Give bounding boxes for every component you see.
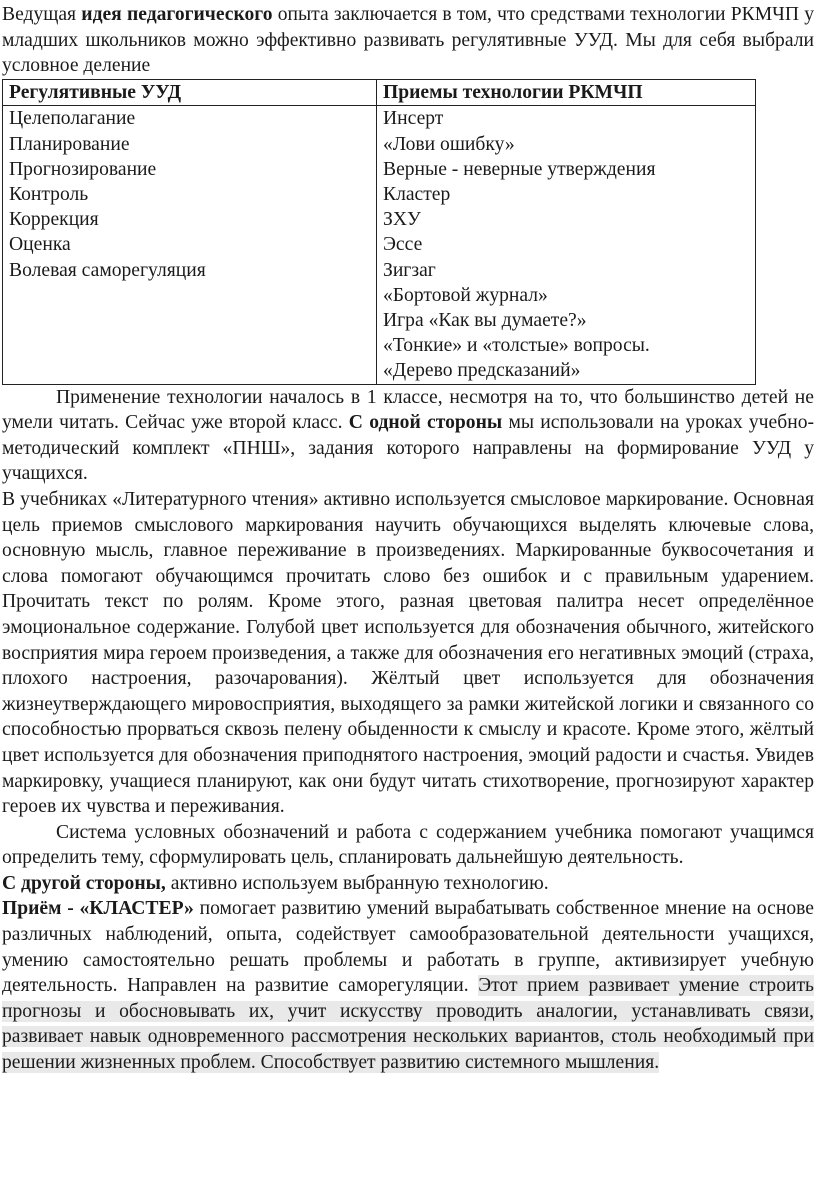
- list-item: «Лови ошибку»: [383, 133, 515, 155]
- list-item: Волевая саморегуляция: [9, 259, 206, 281]
- intro-bold: идея педагогического: [81, 4, 273, 25]
- cluster-highlight: Этот прием развивает умение строить прогнозы и обосновывать их, учит искусству проводить аналогии, устанавливать связи, развивает навык одновременного рассмотрения нескольких вариантов, столь необходимый при решении жизненных проблем. Способствует развитию системного мышления.: [2, 975, 814, 1074]
- list-item: Инсерт: [383, 108, 444, 130]
- list-item: Зигзаг: [383, 259, 436, 281]
- intro-start: Ведущая: [2, 4, 77, 25]
- uud-list: [3, 106, 377, 384]
- paragraph-marking: В учебниках «Литературного чтения» активно используется смысловое маркирование. Основная цель приемов смыслового маркирования научить обучающихся выделять ключевые слова, основную мысль, главное переживание в произведениях. Маркированные буквосочетания и слова помогают обучающимся прочитать слово без ошибок и с правильным ударением. Прочитать текст по ролям. Кроме этого, разная цветовая палитра несет определённое эмоциональное содержание. Голубой цвет используется для обозначения обычного, житейского восприятия мира героем произведения, а также для обозначения его негативных эмоций (страха, плохого настроения, разочарования). Жёлтый цвет используется для обозначения жизнеутверждающего мировосприятия, выходящего за рамки житейской логики и связанного со способностью прорваться сквозь пелену обыденности к смыслу и красоте. Кроме этого, жёлтый цвет используется для обозначения приподнятого настроения, эмоций радости и счастья. Увидев маркировку, учащиеся планируют, как они будут читать стихотворение, прогнозируют характер героев их чувства и переживания.: [2, 488, 814, 818]
- uud-table: [2, 79, 756, 385]
- cluster-heading: Приём - «КЛАСТЕР»: [2, 898, 194, 920]
- table-header-techniques: Приемы технологии РКМЧП: [377, 79, 756, 106]
- list-item: ЗХУ: [383, 209, 421, 231]
- paragraph-start: [2, 385, 814, 487]
- list-item: Верные - неверные утверждения: [383, 158, 656, 180]
- list-item: Оценка: [9, 234, 71, 256]
- list-item: «Тонкие» и «толстые» вопросы.: [383, 335, 650, 357]
- para4-rest: активно используем выбранную технологию.: [165, 872, 549, 894]
- list-item: Планирование: [9, 133, 130, 155]
- cluster-text: помогает развитию умений вырабатывать собственное мнение на основе различных наблюдений, опыта, содействует самообразовательной деятельности учащихся, умению самостоятельно решать проблемы и работать в группе, активизирует учебную деятельность. Направлен на развитие саморегуляции.: [2, 898, 814, 997]
- list-item: Контроль: [9, 183, 89, 205]
- list-item: Игра «Как вы думаете?»: [383, 310, 587, 331]
- table-header-row: [3, 79, 756, 106]
- para1-bold: С одной стороны: [348, 412, 503, 434]
- table-header-uud: Регулятивные УУД: [3, 79, 377, 106]
- para1-rest: мы использовали на уроках учебно-методический комплект «ПНШ», задания которого направлены на формирование УУД у учащихся.: [2, 412, 815, 485]
- intro-rest: опыта заключается в том, что средствами технологии РКМЧП у младших школьников можно эффективно развивать регулятивные УУД. Мы для себя выбрали условное деление: [2, 4, 814, 77]
- para4-bold: С другой стороны,: [2, 872, 166, 894]
- list-item: Кластер: [383, 183, 451, 205]
- techniques-list: [377, 106, 756, 384]
- list-item: «Дерево предсказаний»: [383, 360, 581, 382]
- paragraph-other-side: [2, 871, 814, 897]
- table-row: [3, 106, 756, 384]
- document-page: [2, 2, 814, 1076]
- list-item: «Бортовой журнал»: [383, 284, 548, 306]
- list-item: Целеполагание: [9, 108, 136, 130]
- paragraph-symbols: Система условных обозначений и работа с содержанием учебника помогают учащимся определить тему, сформулировать цель, спланировать дальнейшую деятельность.: [2, 821, 814, 869]
- list-item: Прогнозирование: [9, 158, 157, 180]
- intro-paragraph: [2, 2, 814, 79]
- paragraph-cluster: [2, 896, 814, 1075]
- list-item: Эссе: [383, 234, 423, 256]
- list-item: Коррекция: [9, 209, 99, 231]
- para1-text: Применение технологии началось в 1 классе, несмотря на то, что большинство детей не умели читать. Сейчас уже второй класс.: [2, 386, 814, 434]
